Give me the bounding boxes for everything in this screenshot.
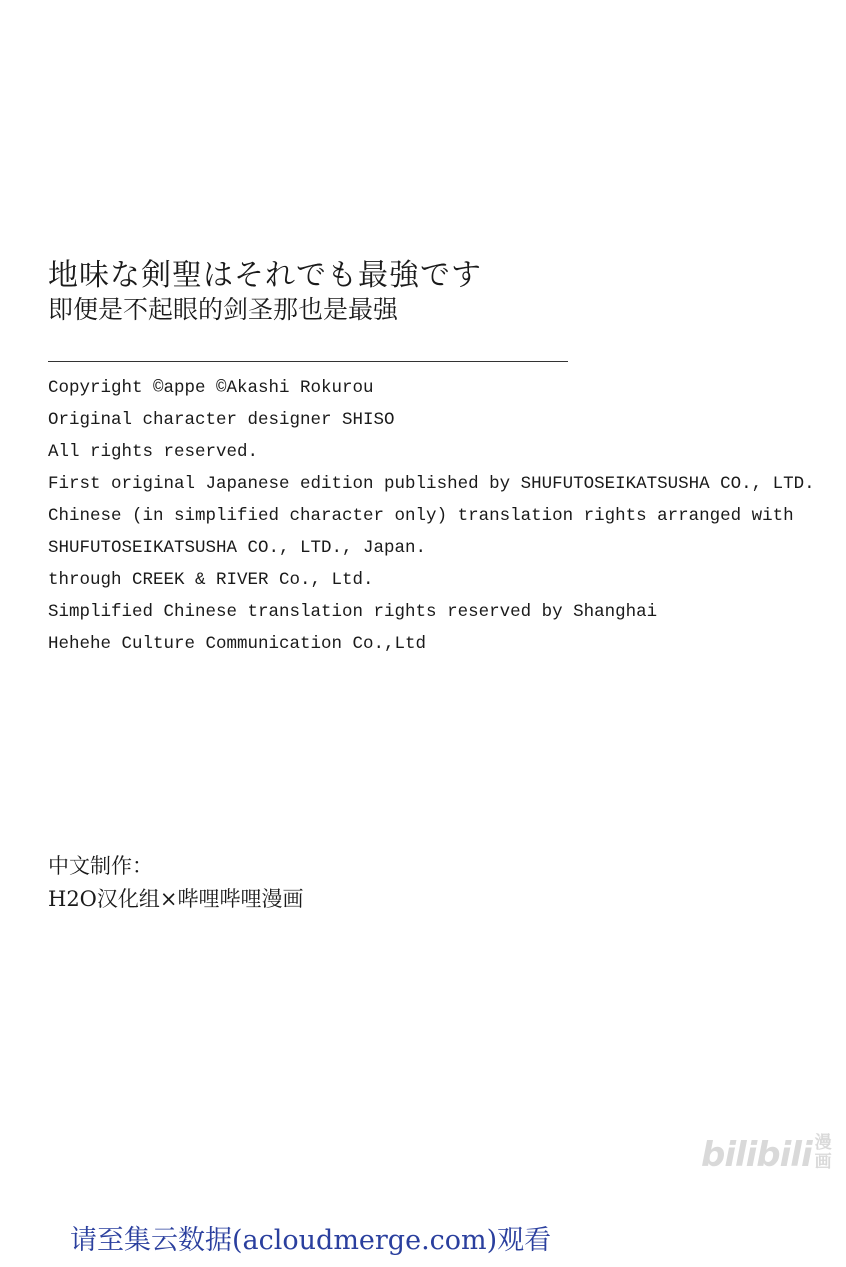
logo-kanji-bottom: 画 — [814, 1152, 832, 1172]
copyright-line: Copyright ©appe ©Akashi Rokurou — [48, 378, 374, 398]
bilibili-manga-logo — [701, 1130, 832, 1175]
copyright-line: Original character designer SHISO — [48, 410, 395, 430]
credits-block — [48, 850, 304, 916]
logo-text: bilibili — [701, 1135, 812, 1175]
copyright-line: SHUFUTOSEIKATSUSHA CO., LTD., Japan. — [48, 538, 427, 558]
copyright-line: through CREEK & RIVER Co., Ltd. — [48, 570, 374, 590]
divider-line — [48, 361, 568, 362]
copyright-line: Hehehe Culture Communication Co.,Ltd — [48, 634, 427, 654]
credits-label: 中文制作： — [48, 854, 153, 878]
logo-kanji-top: 漫 — [814, 1133, 832, 1153]
title-chinese: 即便是不起眼的剑圣那也是最强 — [48, 295, 399, 324]
copyright-block — [48, 372, 815, 660]
copyright-line: Simplified Chinese translation rights reserved by Shanghai — [48, 602, 658, 622]
copyright-line: First original Japanese edition published by SHUFUTOSEIKATSUSHA CO., LTD. — [48, 474, 815, 494]
source-footer-link[interactable]: 请至集云数据(acloudmerge.com)观看 — [70, 1225, 552, 1256]
copyright-line: All rights reserved. — [48, 442, 259, 462]
logo-kanji — [815, 1134, 832, 1172]
copyright-line: Chinese (in simplified character only) translation rights arranged with — [48, 506, 794, 526]
credits-groups: H2O汉化组×哔哩哔哩漫画 — [48, 887, 304, 911]
title-japanese: 地味な剣聖はそれでも最強です — [48, 258, 482, 293]
